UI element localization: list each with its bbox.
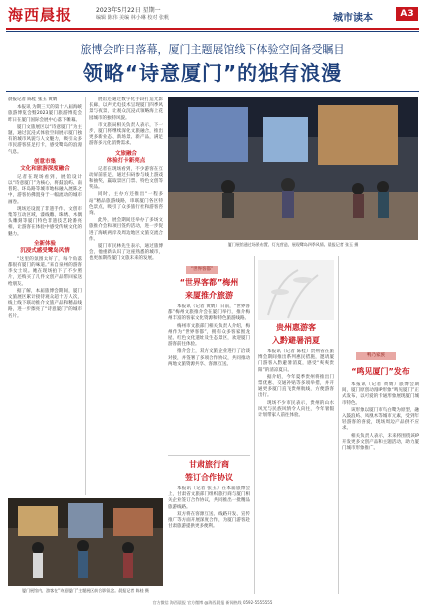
guizhou-story-title-line-1: 贵州惠游客 — [276, 323, 316, 332]
meizhou-story-tag: “世界客都” — [186, 266, 218, 274]
main-story-paragraph: 厦门市民林先生表示，通过旅博会，他重新认识了这座熟悉的城市，也更加期待厦门文旅未来的发展。 — [89, 244, 163, 262]
headline-rule — [6, 91, 419, 92]
main-story-paragraph: “这里的氛围太好了，每个角落都很有厦门的味道。”来自泉州的游客李女士说。她在现场拍下了不少照片，还购买了几件文创产品带回家送给朋友。 — [8, 256, 82, 287]
column-divider — [338, 256, 339, 594]
guizhou-story-paragraph: 现场不少市民表示，贵州的山水风光与民族风情令人向往，今年暑假计划带家人前往体验。 — [258, 400, 334, 419]
main-story-paragraph: 记者在现场看到，不少游客在互动屏前驻足，通过扫码参与线上游戏和抽奖，赢取景区门票、特色文创等奖品。 — [89, 166, 163, 191]
main-story-paragraph: 市文旅局相关负责人表示，下一步，厦门将继续深化文旅融合，推出更多新业态、新场景、新产品，满足游客多元化消费需求。 — [89, 122, 163, 147]
visitors-photo-art — [8, 498, 163, 586]
masthead-rule-thin — [6, 31, 419, 32]
column-divider — [85, 97, 86, 495]
headline-title: 领略“诗意厦门”的独有浪漫 — [82, 61, 343, 85]
main-story-paragraph: 厦门文旅展区以“诗意厦门”为主题，通过沉浸式体验空间展示厦门独有的城市风貌与人文魅力，吸引众多市民游客驻足打卡，感受鹭岛的浪漫气息。 — [8, 124, 82, 155]
meizhou-story-title — [168, 276, 250, 302]
meizhou-story-paragraph: 本报讯（记者 黄婧）日前，“世界客都”梅州文旅推介会在厦门举行，推介梅州丰富的客家文化资源和特色旅游线路。 — [168, 304, 250, 322]
column-divider — [254, 256, 255, 594]
expo-hall-photo-caption: 厦门展馆通过场景布置、灯光营造，展现鹭岛四季风情。晨报记者 张玉 摄 — [227, 242, 359, 247]
main-story-column-1 — [8, 97, 82, 495]
masthead-rule — [6, 28, 419, 30]
meizhou-story-body — [168, 304, 250, 452]
expo-hall-photo — [168, 97, 418, 240]
gansu-story-title — [168, 458, 250, 484]
cartoon-story-tag: 鸭乃家族 — [356, 352, 396, 360]
meizhou-story-paragraph: 推介会上，双方文旅企业进行了洽谈对接，并签署了多项合作协议，共同推动两地文旅资源共享、客源互送。 — [168, 349, 250, 367]
page-footer: 官方微信 海西晨报 官方微博 @海西晨报 新闻热线 0592-5555555 — [152, 600, 273, 605]
expo-hall-photo-art — [168, 97, 418, 240]
meizhou-story-title-line-1: “世界客都”梅州 — [179, 278, 239, 287]
main-story-paragraph: 展馆还通过数字化手段打造光影长廊，以声光电技术呈现厦门四季风景与夜景，让观众沉浸式领略海上花园城市的独特风貌。 — [89, 97, 163, 121]
meizhou-story-title-line-2: 来厦推介旅游 — [185, 291, 233, 300]
guizhou-story-title-line-2: 入黔避暑消夏 — [272, 336, 320, 345]
gansu-story-title-line-2: 签订合作协议 — [185, 473, 233, 482]
main-story-byline: 晨报记者 陈桂 张玉 黄婧 — [8, 97, 58, 102]
cartoon-story-paragraph: 本报讯（记者 黄婧）旅博会期间，厦门原创动漫IP形象“鸣见厦门”正式发布，以可爱的卡通形象展现厦门城市特色。 — [342, 382, 419, 406]
cartoon-story-paragraph: 相关负责人表示，未来将围绕该IP开发更多文创产品和主题活动，助力厦门城市形象推广。 — [342, 433, 419, 452]
main-story-column-2 — [89, 97, 163, 495]
main-story-subhead: 创意市集 文化和旅游深度融合 — [20, 158, 70, 172]
bamboo-decoration-icon — [258, 260, 334, 320]
visitors-photo — [8, 498, 163, 586]
gansu-story-title-line-1: 甘肃旅行商 — [189, 460, 229, 469]
main-story-paragraph: 据了解，本届旅博会期间，厦门文旅展区累计接待观众超十万人次，线上线下联动推介文旅产品和精品线路，进一步擦亮了“诗意厦门”的城市名片。 — [8, 288, 82, 319]
cartoon-story-paragraph: 该形象以厦门市鸟白鹭为原型，融入鼓浪屿、凤凰木等城市元素，受到年轻游客的喜爱，现场周边产品供不应求。 — [342, 407, 419, 432]
guizhou-story-paragraph: 据介绍，今年夏季贵州将推出门票优惠、交通补贴等多项举措，并开通更多厦门直飞贵州航线，方便游客出行。 — [258, 374, 334, 399]
guizhou-story-title — [258, 321, 334, 347]
guizhou-story-paragraph: 本报讯（记者 陈桂）贵州省在旅博会期间推出系列惠民措施，邀请厦门游客入黔避暑消夏，感受“爽爽贵阳”的清凉夏日。 — [258, 349, 334, 373]
gansu-story-paragraph: 双方将在客源互送、线路开发、宣传推广等方面开展深度合作，为厦门游客赴甘肃旅游提供更多便利。 — [168, 511, 250, 530]
cartoon-story-body — [342, 382, 419, 594]
main-story-paragraph: 本报讯 为期三天的第十八届海峡旅游博览会暨2023厦门旅游博览会昨日在厦门国际会展中心落下帷幕。 — [8, 105, 82, 123]
main-story-subhead: 全新体验 沉浸式感受鹭岛风情 — [20, 240, 70, 254]
newspaper-logo: 海西晨报 — [8, 6, 73, 24]
guizhou-story-body — [258, 349, 334, 594]
main-story-paragraph: 现场还设置了非遗手作、文创市集等互动区域，漆线雕、珠绣、木偶头雕刻等厦门特色非遗技艺轮番亮相，让游客在体验中感受传统文化的魅力。 — [8, 206, 82, 237]
headline-subtitle: 旅博会昨日落幕，厦门主题展馆线下体验空间备受瞩目 — [80, 43, 345, 56]
guizhou-decoration — [258, 260, 334, 320]
story-divider — [168, 455, 250, 456]
masthead — [0, 0, 425, 28]
page-number-badge: A3 — [396, 7, 418, 21]
visitors-photo-caption: 厦门展馆内，游客在“诗意厦门”主题展区前合影留念。晨报记者 陈桂 摄 — [22, 588, 149, 593]
issue-date: 2023年5月22日 星期一 — [96, 7, 161, 14]
cartoon-story-title: “鸣见厦门”发布 — [351, 367, 410, 376]
main-story-paragraph: 同时，主办方还推出“一程多站”精品旅游线路，串联厦门各区特色景点，吸引了众多旅行社和游客咨询。 — [89, 192, 163, 217]
gansu-story-body — [168, 486, 250, 594]
gansu-story-paragraph: 本报讯（记者 张玉）在本届旅博会上，甘肃省文旅部门组织旅行商与厦门相关企业签订合作协议，共同推出一批精品旅游线路。 — [168, 486, 250, 510]
section-title: 城市读本 — [333, 13, 373, 24]
main-story-paragraph: 记者在现场看到，展馆设计以“诗意厦门”为核心，将鼓浪屿、南普陀、环岛路等城市地标融入展陈之中，游客仿佛置身于一幅流动的城市画卷。 — [8, 174, 82, 205]
main-story-subhead: 文旅融合 体验打卡新亮点 — [106, 150, 146, 164]
meizhou-story-paragraph: 梅州市文旅部门相关负责人介绍，梅州作为“世界客都”，拥有众多客家围龙屋、红色文化遗址及生态景区，欢迎厦门游客前往体验。 — [168, 323, 250, 348]
main-story-paragraph: 此外，展会期间还举办了多场文旅推介会和项目签约活动，进一步促进了海峡两岸及周边地区文旅交流合作。 — [89, 218, 163, 242]
editor-credits: 编辑 陈伟 美编 林小琳 校对 张帆 — [96, 15, 169, 21]
